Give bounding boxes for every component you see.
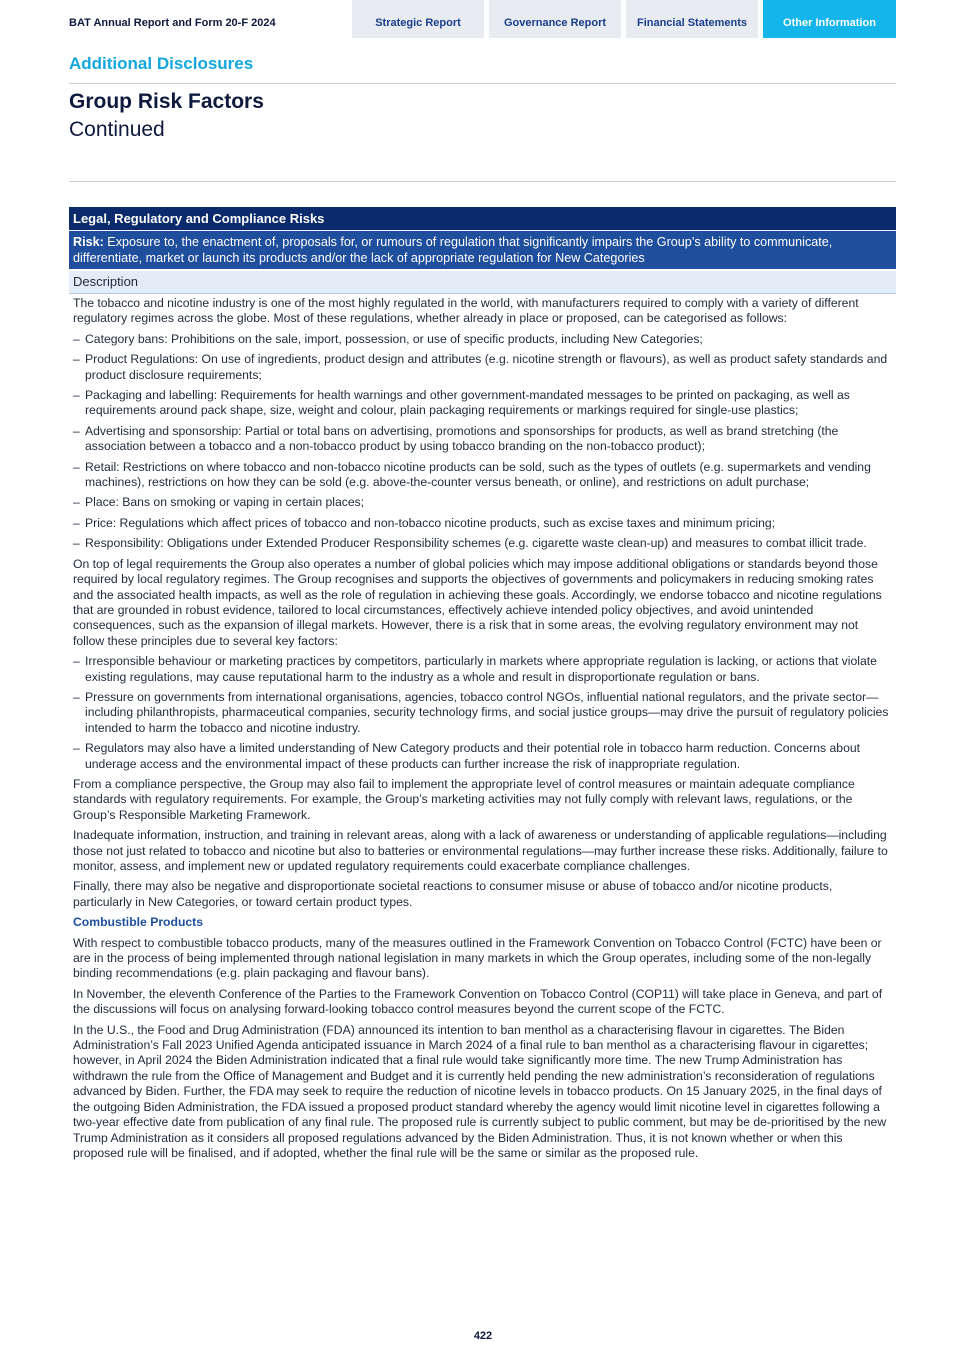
list-item: – Price: Regulations which affect prices of tobacco and non-tobacco nicotine products, such as excise taxes and minimum pricing;: [73, 516, 892, 531]
paragraph: Finally, there may also be negative and disproportionate societal reactions to consumer misuse or abuse of tobacco and/or nicotine products, particularly in New Categories, or toward certain product types.: [73, 879, 833, 909]
regulation-categories-list: [73, 332, 892, 552]
divider: [69, 83, 896, 84]
list-item: – Retail: Restrictions on where tobacco and non-tobacco nicotine products can be sold, such as the types of outlets (e.g. supermarkets and vending machines), restrictions on how they can be sold (e.g. above-the-counter versus beneath, or online), and restrictions on adult purchase;: [73, 460, 892, 491]
paragraph: On top of legal requirements the Group also operates a number of global policies which may impose additional obligations or standards beyond those required by local regulatory regimes. The Group recognises and supports the objectives of governments and policymakers in reducing smoking rates and the associated health impacts, as well as the role of regulation in achieving these goals. Accordingly, we endorse tobacco and nicotine regulations that are grounded in robust evidence, tailored to local circumstances, effectively achieve intended policy objectives, and avoid unintended consequences, such as the expansion of illegal markets. However, there is a risk that in some areas, the evolving regulatory environment may not follow these principles due to several key factors:: [73, 556, 882, 648]
tab-other-information[interactable]: Other Information: [763, 0, 896, 38]
list-item: – Place: Bans on smoking or vaping in certain places;: [73, 495, 892, 510]
list-item: – Product Regulations: On use of ingredients, product design and attributes (e.g. nicotine strength or flavours), as well as product safety standards and product disclosure requirements;: [73, 352, 892, 383]
risk-statement: [69, 231, 896, 269]
risk-label: Risk:: [73, 235, 104, 249]
list-item: – Advertising and sponsorship: Partial or total bans on advertising, promotions and sponsorships for products, as well as brand stretching (the association between a tobacco and a non-tobacco product by using tobacco branding on the non-tobacco product);: [73, 424, 892, 455]
list-item: – Pressure on governments from international organisations, agencies, tobacco control NGOs, influential national regulators, and the private sector—including philanthropists, pharmaceutical companies, security technology firms, and social justice groups—may drive the pursuit of regulatory policies intended to harm the tobacco and nicotine industry.: [73, 690, 892, 736]
paragraph: With respect to combustible tobacco products, many of the measures outlined in the Framework Convention on Tobacco Control (FCTC) have been or are in the process of being implemented through national legislation in many markets in which the Group operates, including some of the non-legally binding recommendations (e.g. plain packaging and flavour bans).: [73, 935, 882, 981]
paragraph: The tobacco and nicotine industry is one of the most highly regulated in the world, with manufacturers required to comply with a variety of different regulatory regimes across the globe. Most of these regulations, whether already in place or proposed, can be categorised as follows:: [73, 296, 859, 326]
paragraph: In the U.S., the Food and Drug Administration (FDA) announced its intention to ban menthol as a characterising flavour in cigarettes. The Biden Administration’s Fall 2023 Unified Agenda anticipated issuance in March 2024 of a final rule to ban menthol as a characterising flavour in cigarettes; however, in April 2024 the Biden Administration indicated that a final rule would take significantly more time. The new Trump Administration has withdrawn the rule from the Office of Management and Budget and it is currently held pending the new administration’s reconsideration of regulations advanced by Biden. Further, the FDA may seek to require the reduction of nicotine levels in tobacco products. On 15 January 2025, in the final days of the outgoing Biden Administration, the FDA issued a proposed product standard whereby the agency would limit nicotine level in cigarettes following a two-year effective date from publication of any final rule. The proposed rule is currently subject to public comment, but may be de-prioritised by the new Trump Administration as it considers all proposed regulations advanced by the Biden Administration. Thus, it is not known whether or when this proposed rule will be finalised, and if adopted, whether the final rule will be the same or similar as the proposed rule.: [73, 1022, 887, 1160]
risk-content: [69, 207, 896, 1166]
paragraph: From a compliance perspective, the Group may also fail to implement the appropriate level of control measures or maintain adequate compliance standards with regulatory requirements. For example, the Group’s marketing activities may not fully comply with relevant laws, regulations, or the Group’s Responsible Marketing Framework.: [73, 776, 855, 822]
combustible-products-heading: Combustible Products: [73, 915, 204, 930]
page-title: Group Risk Factors: [69, 90, 264, 113]
paragraph: Inadequate information, instruction, and training in relevant areas, along with a lack of awareness or understanding of applicable regulations—including those not just related to tobacco and nicotine but also to batteries or environmental regulations—may further increase these risks. Additionally, failure to monitor, assess, and implement new or updated regulatory requirements could exacerbate compliance challenges.: [73, 828, 888, 873]
list-item: – Regulators may also have a limited understanding of New Category products and their potential role in tobacco harm reduction. Concerns about underage access and the environmental impact of these products can further increase the risk of inappropriate regulation.: [73, 741, 892, 772]
tab-financial-statements[interactable]: Financial Statements: [626, 0, 758, 38]
top-navigation-bar: [0, 0, 966, 38]
list-item: – Irresponsible behaviour or marketing practices by competitors, particularly in markets where appropriate regulation is lacking, or actions that violate existing regulations, may cause reputational harm to the industry as a whole and result in disproportionate regulation or bans.: [73, 654, 892, 685]
report-title: BAT Annual Report and Form 20-F 2024: [69, 17, 276, 29]
list-item: – Category bans: Prohibitions on the sale, import, possession, or use of specific products, including New Categories;: [73, 332, 892, 347]
list-item: – Packaging and labelling: Requirements for health warnings and other government-mandated messages to be printed on packaging, as well as requirements around pack shape, size, weight and colour, plain packaging requirements or markings required for single-use plastics;: [73, 388, 892, 419]
divider: [69, 181, 896, 182]
description-label: Description: [69, 271, 896, 294]
description-body: [69, 294, 896, 1161]
key-factors-list: [73, 654, 892, 772]
tab-strategic-report[interactable]: Strategic Report: [352, 0, 484, 38]
page-number: 422: [473, 1330, 493, 1342]
risk-category-heading: Legal, Regulatory and Compliance Risks: [69, 207, 896, 230]
list-item: – Responsibility: Obligations under Extended Producer Responsibility schemes (e.g. cigarette waste clean-up) and measures to combat illicit trade.: [73, 536, 892, 551]
page-subtitle: Continued: [69, 118, 165, 141]
paragraph: In November, the eleventh Conference of the Parties to the Framework Convention on Tobacco Control (COP11) will take place in Geneva, and part of the discussions will focus on analysing forward-looking tobacco control measures beyond the current scope of the FCTC.: [73, 986, 883, 1017]
tab-governance-report[interactable]: Governance Report: [489, 0, 621, 38]
risk-text: Exposure to, the enactment of, proposals for, or rumours of regulation that significantly impairs the Group’s ability to communicate, differentiate, market or launch its products and/or the lack of appropriate regulation for New Categories: [73, 235, 833, 265]
section-heading: Additional Disclosures: [69, 54, 254, 73]
